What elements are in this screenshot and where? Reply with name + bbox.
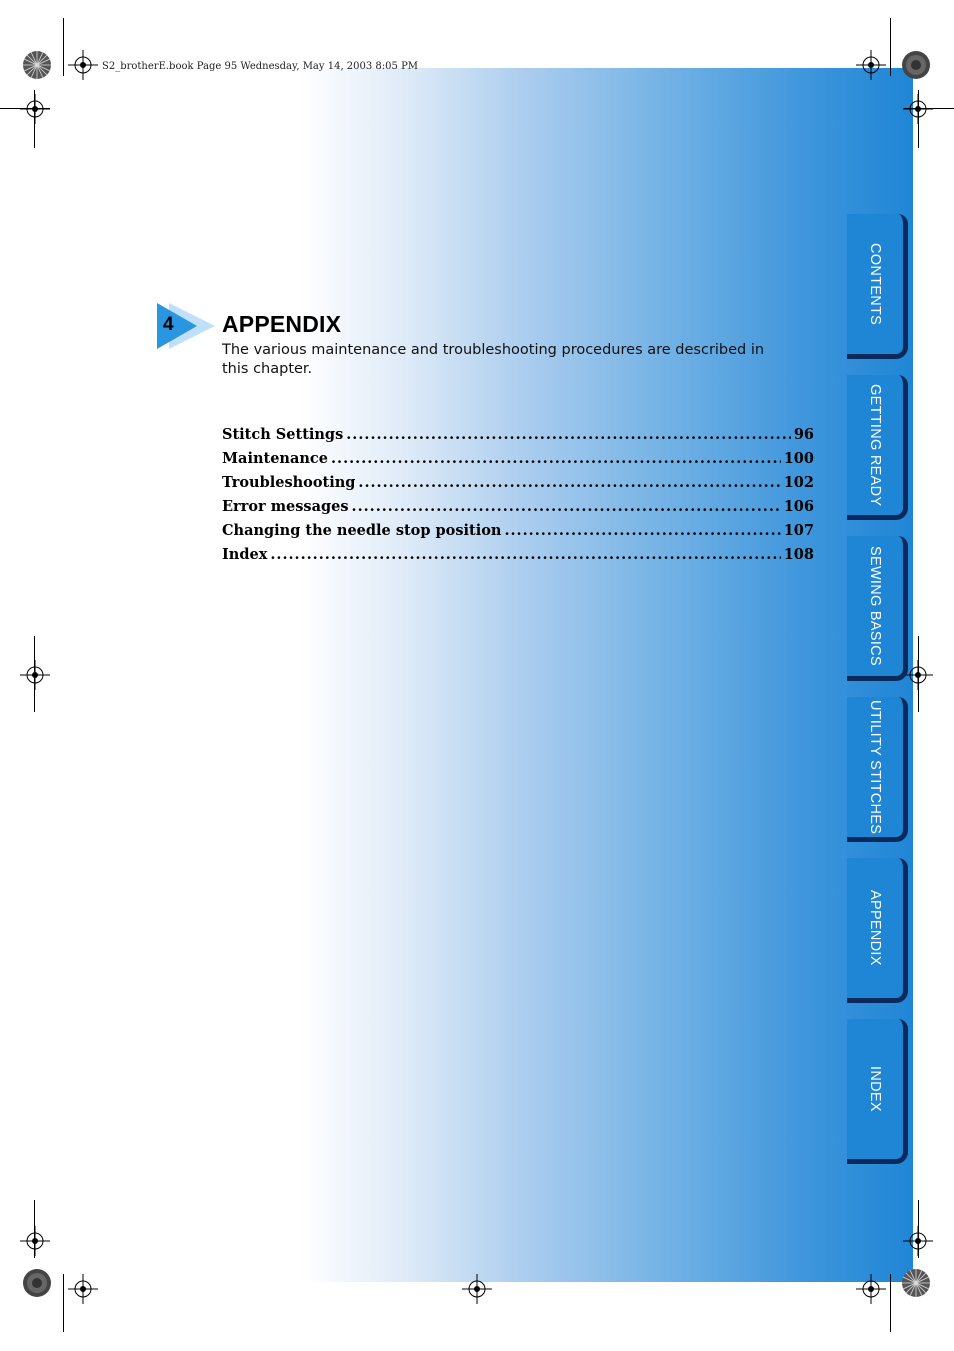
toc-entry-title: Error messages [222,498,349,515]
toc-leader-dots [358,474,780,491]
table-of-contents [222,426,814,570]
tab-label: INDEX [867,1066,883,1112]
chapter-title: APPENDIX [222,311,342,337]
crosshair-mark-icon [20,94,50,124]
tab-utility-stitches[interactable] [847,697,909,839]
toc-entry-title: Changing the needle stop position [222,522,502,539]
toc-entry[interactable] [222,498,814,522]
tab-index[interactable] [847,1019,909,1161]
toc-entry[interactable] [222,450,814,474]
crosshair-mark-icon [856,1274,886,1304]
registration-mark-icon [22,1268,52,1298]
toc-leader-dots [352,498,781,515]
crop-line [918,636,919,712]
crop-line [0,108,50,109]
crop-line [34,1200,35,1258]
tab-appendix[interactable] [847,858,909,1000]
file-info-header: S2_brotherE.book Page 95 Wednesday, May 14, 2003 8:05 PM [102,61,419,72]
crop-line [904,108,954,109]
crop-line [34,636,35,712]
toc-entry-title: Index [222,546,268,563]
toc-entry-page: 102 [783,474,814,491]
toc-entry[interactable] [222,474,814,498]
toc-entry-title: Troubleshooting [222,474,356,491]
toc-leader-dots [346,426,791,443]
registration-mark-icon [901,1268,931,1298]
toc-entry[interactable] [222,522,814,546]
crop-line [890,18,891,76]
crop-line [890,1274,891,1332]
registration-mark-icon [22,50,52,80]
crosshair-mark-icon [20,660,50,690]
crosshair-mark-icon [20,1226,50,1256]
crosshair-mark-icon [68,1274,98,1304]
crop-line [918,90,919,148]
toc-leader-dots [331,450,781,467]
crosshair-mark-icon [462,1274,492,1304]
toc-entry-title: Stitch Settings [222,426,344,443]
toc-entry-page: 100 [783,450,814,467]
crosshair-mark-icon [68,50,98,80]
tab-label: UTILITY STITCHES [867,699,883,835]
tab-getting-ready[interactable] [847,375,909,517]
tab-sewing-basics[interactable] [847,536,909,678]
tab-contents[interactable] [847,214,909,356]
chapter-number: 4 [163,314,174,335]
toc-leader-dots [270,546,780,563]
crop-line [918,1200,919,1258]
toc-entry-title: Maintenance [222,450,328,467]
toc-entry-page: 96 [793,426,814,443]
tab-label: CONTENTS [867,242,883,326]
chapter-description: The various maintenance and troubleshooting procedures are described in this chapter. [222,342,765,377]
toc-entry[interactable] [222,426,814,450]
page-background [0,68,913,1282]
toc-entry[interactable] [222,546,814,570]
registration-mark-icon [901,50,931,80]
crop-line [63,1274,64,1332]
tab-label: GETTING READY [867,383,883,507]
toc-entry-page: 108 [783,546,814,563]
toc-entry-page: 107 [783,522,814,539]
crop-line [63,18,64,76]
toc-leader-dots [504,522,780,539]
tab-label: SEWING BASICS [867,546,883,666]
tab-label: APPENDIX [867,890,883,966]
crop-line [34,90,35,148]
toc-entry-page: 106 [783,498,814,515]
crosshair-mark-icon [856,50,886,80]
